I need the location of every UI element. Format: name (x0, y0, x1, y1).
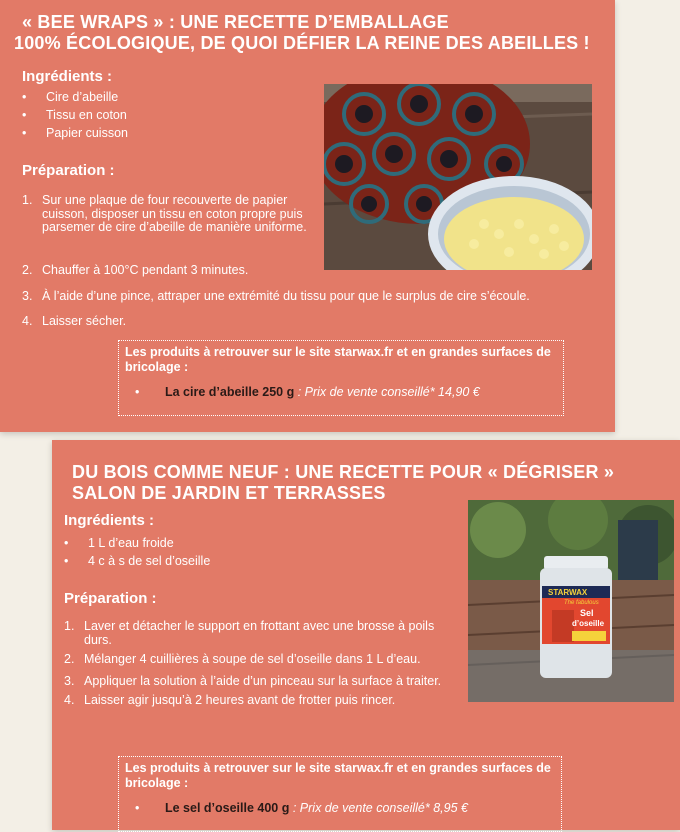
jar-illustration (468, 500, 674, 702)
list-item: • 1 L d’eau froide (60, 534, 210, 552)
product-price: : Prix de vente conseillé* 14,90 € (294, 385, 480, 399)
step-item (64, 620, 459, 647)
product-item (125, 801, 555, 816)
card-title (72, 462, 614, 504)
step-number: 4. (64, 693, 75, 707)
step-item (22, 290, 602, 304)
step-text: Laver et détacher le support en frottant avec une brosse à poils durs. (84, 619, 435, 647)
ingredients-list (18, 88, 128, 142)
preparation-steps (64, 620, 459, 714)
step-text: Laisser sécher. (42, 314, 127, 328)
step-number: 4. (22, 314, 33, 328)
ingredients-heading: Ingrédients : (64, 512, 155, 529)
step-text: Appliquer la solution à l’aide d’un pinceau sur la surface à traiter. (84, 673, 442, 688)
product-name: La cire d’abeille 250 g (165, 385, 295, 399)
step-number: 2. (22, 263, 33, 277)
step-text: À l’aide d’une pince, attraper une extrémité du tissu pour que le surplus de cire s’écoule. (42, 288, 530, 303)
product-name: Le sel d’oseille 400 g (165, 801, 290, 815)
jar-tagline: The fabulous (564, 600, 599, 606)
products-intro: Les produits à retrouver sur le site starwax.fr et en grandes surfaces de bricolage : (125, 761, 551, 790)
bullet: • (135, 385, 140, 399)
list-item: • Papier cuisson (18, 124, 128, 142)
products-intro: Les produits à retrouver sur le site starwax.fr et en grandes surfaces de bricolage : (125, 345, 551, 374)
jar-label-line2: d’oseille (572, 619, 605, 628)
beeswax-illustration (324, 84, 592, 270)
preparation-steps-cont (22, 264, 602, 335)
step-item (64, 653, 459, 667)
jar-brand: STARWAX (548, 588, 588, 597)
list-item: • 4 c à s de sel d’oseille (60, 552, 210, 570)
step-text: Laisser agir jusqu’à 2 heures avant de frotter puis rincer. (84, 693, 396, 707)
title-line-1: « BEE WRAPS » : UNE RECETTE D’EMBALLAGE (22, 12, 449, 32)
step-item (64, 675, 459, 689)
products-box (118, 340, 564, 416)
ingredients-heading: Ingrédients : (22, 68, 113, 85)
list-item: • Cire d’abeille (18, 88, 128, 106)
card-title (14, 12, 598, 54)
preparation-heading: Préparation : (22, 162, 115, 179)
recipe-card-bee-wraps (0, 0, 615, 432)
step-number: 3. (22, 288, 33, 303)
step-item (22, 315, 602, 329)
step-text: Sur une plaque de four recouverte de papier cuisson, disposer un tissu en coton propre puis parsemer de cire d’abeille de manière uniforme. (42, 193, 307, 234)
product-item (125, 385, 557, 400)
bullet: • (135, 801, 140, 815)
preparation-heading: Préparation : (64, 590, 157, 607)
step-number: 2. (64, 652, 75, 666)
product-price: : Prix de vente conseillé* 8,95 € (289, 801, 468, 815)
products-box (118, 756, 562, 832)
title-line-2: 100% ÉCOLOGIQUE, DE QUOI DÉFIER LA REINE DES ABEILLES ! (14, 33, 590, 53)
step-item (22, 194, 312, 235)
beeswax-photo (324, 84, 592, 270)
ingredients-list (60, 534, 210, 570)
step-item (64, 694, 459, 708)
step-number: 1. (64, 619, 75, 633)
step-text: Chauffer à 100°C pendant 3 minutes. (42, 263, 249, 277)
sel-oseille-photo (468, 500, 674, 702)
jar-label-line1: Sel (580, 608, 594, 618)
step-number: 1. (22, 193, 33, 207)
recipe-card-bois-comme-neuf (52, 440, 680, 830)
preparation-steps (22, 194, 312, 241)
title-line-2: SALON DE JARDIN ET TERRASSES (72, 483, 386, 503)
list-item: • Tissu en coton (18, 106, 128, 124)
step-number: 3. (64, 673, 75, 688)
title-line-1: DU BOIS COMME NEUF : UNE RECETTE POUR « DÉGRISER » (72, 462, 615, 482)
step-text: Mélanger 4 cuillières à soupe de sel d’oseille dans 1 L d’eau. (84, 652, 421, 666)
